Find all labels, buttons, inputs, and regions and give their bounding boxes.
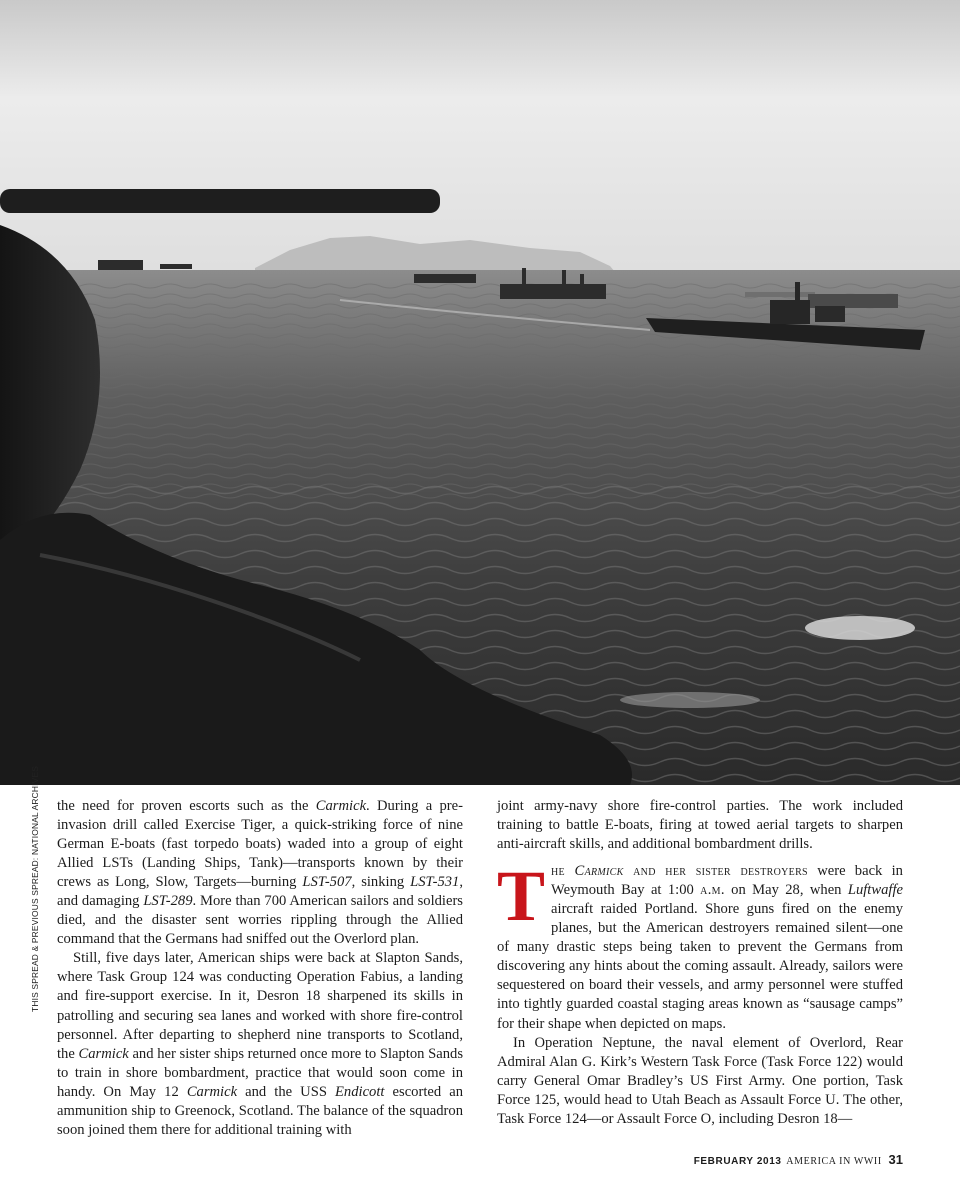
drop-cap: T [497,856,546,937]
photo-credit: THIS SPREAD & PREVIOUS SPREAD: NATIONAL ARCHIVES [30,765,40,1012]
text: , sinking [351,874,411,891]
text: were back in Weymouth Bay at 1:00 [551,863,903,899]
ship [414,274,476,283]
text: the need for proven escorts such as the [57,798,316,814]
text: . During a pre-invasion drill called Exercise Tiger, a quick-striking force of nine German E-boats (fast torpedo boats) waded into a group of eight Allied LSTs (Landing Ships, Tank)—transports known by their crews as Long, Slow, Targets—burning [57,798,463,891]
term-luftwaffe: Luftwaffe [847,882,903,899]
ship-name: Carmick [78,1045,129,1062]
ship-name: Endicott [335,1083,385,1100]
ship [160,264,192,269]
article-column-right [497,797,903,1129]
ship [808,294,898,308]
ship-name: Carmick [186,1083,238,1100]
text: Still, five days later, American ships were back at Slapton Sands, where Task Group 124 was conducting Operation Fabius, a landing and fire-support exercise. In it, Desron 18 sharpened its skills in patrolling and securing sea lanes and worked with shore fire-control personnel. After departing to shepherd nine transports to Scotland, the [57,950,463,1062]
text: , and damaging [57,874,463,910]
text: aircraft raided Portland. Shore guns fired on the enemy planes, but the American destroyers remained silent—one of many drastic steps being taken to prevent the Germans from discovering any hints about the coming assault. Already, sailors were sequestered on board their vessels, and army personnel were stuffed into tightly guarded coastal staging areas known as “sausage camps” for their shape when depicted on maps. [497,901,903,1032]
page-footer [694,1152,903,1167]
whitecap [620,692,760,708]
article-column-left [57,797,463,1140]
whitecap [805,616,915,640]
paragraph [57,949,463,1139]
ship-name: LST-507 [302,874,352,891]
lead-in: he Carmick and her sister destroyers [551,863,808,880]
text: and the USS [237,1083,336,1100]
ship [745,292,815,297]
ship [98,260,143,270]
paragraph: joint army-navy shore fire-control parties. The work included training to battle E-boats, firing at towed aerial targets to sharpen anti-aircraft skills, and additional bombardment drills. [497,798,903,853]
text: on May 28, when [724,882,848,899]
ship-name: Carmick [574,863,624,880]
magazine-name: AMERICA IN WWII [786,1156,882,1167]
paragraph [57,797,463,949]
ship-name: LST-289 [143,893,193,910]
text: and her sister ships returned once more to Slapton Sands to train in shore bombardment, practice that would soon come in handy. On May 12 [57,1045,464,1100]
issue-date: FEBRUARY 2013 [693,1156,782,1167]
section-paragraph [497,856,903,1033]
text: escorted an ammunition ship to Greenock, Scotland. The balance of the squadron soon joined them there for additional training with [57,1083,463,1138]
gun-barrel [0,189,440,213]
ship-name: Carmick [315,798,367,814]
paragraph: In Operation Neptune, the naval element of Overlord, Rear Admiral Alan G. Kirk’s Western Task Force (Task Force 122) would carry General Omar Bradley’s US First Army. One portion, Task Force 125, would head to Utah Beach as Assault Force U. The other, Task Force 124—or Assault Force O, including Desron 18— [497,1034,903,1127]
text: . More than 700 American sailors and soldiers died, and the disaster sent worries rippling through the Allied command that the Germans had sniffed out the Overlord plan. [57,893,463,948]
ship-name: LST-531 [410,874,460,891]
sky [0,0,960,280]
time-marker: a.m. [700,882,725,899]
page-number: 31 [888,1152,903,1167]
